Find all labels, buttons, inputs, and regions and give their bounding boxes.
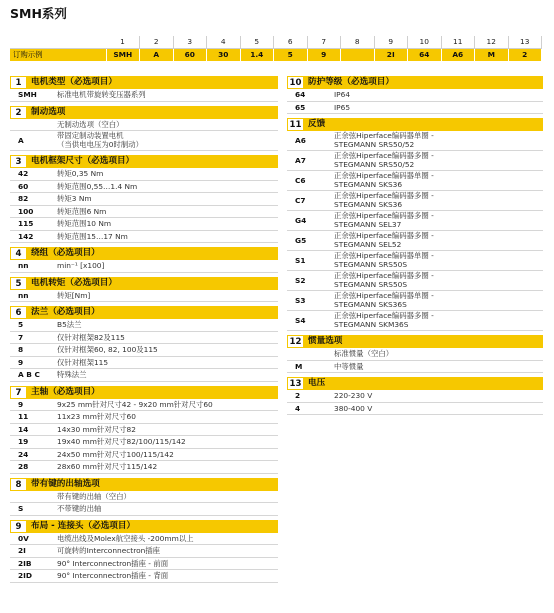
option-row xyxy=(10,424,278,437)
section-number: 12 xyxy=(287,335,304,348)
position-number: 12 xyxy=(475,36,509,49)
order-code-value: 1.4 xyxy=(240,49,274,62)
option-row xyxy=(10,260,278,273)
option-description: 14x30 mm针对尺寸82 xyxy=(57,424,136,434)
option-code: 9 xyxy=(18,357,24,367)
option-row xyxy=(287,403,543,416)
option-description: 转矩0,35 Nm xyxy=(57,169,104,178)
option-description: 正余弦Hiperface编码器单圈 - STEGMANN SRS50/52 xyxy=(334,130,434,149)
option-description: 19x40 mm针对尺寸82/100/115/142 xyxy=(57,437,186,446)
section-number: 9 xyxy=(10,520,27,533)
option-row xyxy=(287,251,543,271)
position-number: 1 xyxy=(106,36,140,49)
option-code: 2ID xyxy=(18,571,33,580)
option-row xyxy=(10,89,278,102)
option-code: 65 xyxy=(295,102,306,112)
section-title: 电机框架尺寸（必选项目） xyxy=(27,155,278,168)
option-code: 2IB xyxy=(18,558,32,568)
option-row xyxy=(10,206,278,219)
option-section xyxy=(10,277,278,303)
option-description: 带有键的出轴（空白） xyxy=(57,491,131,501)
option-description: 转矩范围15…17 Nm xyxy=(57,231,128,241)
position-number: 7 xyxy=(307,36,341,49)
option-description: min⁻¹ [x100] xyxy=(57,261,105,270)
order-example-label: 订购示例 xyxy=(10,49,106,62)
option-code: G5 xyxy=(295,236,307,245)
option-code: 5 xyxy=(18,320,24,329)
option-description: 11x23 mm针对尺寸60 xyxy=(57,412,136,421)
option-section xyxy=(287,377,543,415)
option-description: 转矩范围10 Nm xyxy=(57,219,112,228)
option-code: S2 xyxy=(295,276,306,285)
option-description: 正余弦Hiperface编码器单圈 - STEGMANN SKS36 xyxy=(334,170,434,189)
option-code: 142 xyxy=(18,231,34,241)
option-row xyxy=(10,218,278,231)
option-code: 2 xyxy=(295,391,301,400)
position-number: 9 xyxy=(374,36,408,49)
option-code: 100 xyxy=(18,206,34,216)
option-code: A7 xyxy=(295,156,306,165)
option-description: 正余弦Hiperface编码器多圈 - STEGMANN SRS50/52 xyxy=(334,150,434,169)
option-row xyxy=(287,191,543,211)
option-row xyxy=(10,131,278,151)
option-code: 24 xyxy=(18,449,29,459)
option-section xyxy=(10,155,278,243)
section-header xyxy=(10,277,278,290)
option-section xyxy=(287,118,543,331)
option-description: 无制动选项（空白） xyxy=(57,119,124,129)
option-row xyxy=(10,491,278,504)
section-title: 防护等级（必选项目） xyxy=(304,76,543,89)
position-number-row xyxy=(10,36,542,49)
option-description: 24x50 mm针对尺寸100/115/142 xyxy=(57,449,174,459)
option-code: 4 xyxy=(295,403,301,413)
order-code-value: 64 xyxy=(408,49,442,62)
position-number: 3 xyxy=(173,36,207,49)
order-code-value: M xyxy=(475,49,509,62)
option-code: nn xyxy=(18,261,29,270)
option-code: 14 xyxy=(18,424,29,434)
option-row xyxy=(10,357,278,370)
section-number: 11 xyxy=(287,118,304,131)
option-code: S1 xyxy=(295,256,306,265)
position-header-blank xyxy=(10,36,106,49)
section-header xyxy=(10,478,278,491)
section-title: 制动选项 xyxy=(27,106,278,119)
section-number: 2 xyxy=(10,106,27,119)
section-header xyxy=(10,106,278,119)
option-description: 正余弦Hiperface编码器多圈 - STEGMANN SKS36 xyxy=(334,190,434,209)
option-description: 带固定制动装置电机 （当供电电压为0时制动） xyxy=(57,130,144,149)
option-description: 正余弦Hiperface编码器多圈 - STEGMANN SEL52 xyxy=(334,230,434,249)
section-header xyxy=(10,247,278,260)
option-row xyxy=(10,332,278,345)
option-description: 转矩范围0,55…1.4 Nm xyxy=(57,181,138,191)
option-description: 正余弦Hiperface编码器多圈 - STEGMANN SKM36S xyxy=(334,310,434,329)
option-section xyxy=(10,306,278,382)
option-row xyxy=(10,369,278,382)
option-code: 64 xyxy=(295,90,306,99)
option-row xyxy=(287,390,543,403)
option-code: SMH xyxy=(18,90,37,99)
section-header xyxy=(10,76,278,89)
option-row xyxy=(10,436,278,449)
options-left-column xyxy=(10,76,278,587)
option-section xyxy=(10,247,278,273)
option-description: 正余弦Hiperface编码器多圈 - STEGMANN SEL37 xyxy=(334,210,434,229)
order-code-value: 2I xyxy=(374,49,408,62)
option-row xyxy=(287,271,543,291)
option-description: 9x25 mm针对尺寸42 - 9x20 mm针对尺寸60 xyxy=(57,399,213,409)
section-title: 电机转矩（必选项目） xyxy=(27,277,278,290)
option-description: B5法兰 xyxy=(57,320,82,329)
option-code: 8 xyxy=(18,345,24,354)
order-example-row xyxy=(10,49,542,62)
option-row xyxy=(10,461,278,474)
section-number: 4 xyxy=(10,247,27,260)
option-row xyxy=(10,193,278,206)
section-header xyxy=(10,155,278,168)
option-code: A B C xyxy=(18,370,40,379)
option-section xyxy=(10,520,278,583)
option-row xyxy=(10,545,278,558)
option-row xyxy=(10,449,278,462)
option-row xyxy=(287,131,543,151)
section-header xyxy=(287,118,543,131)
order-code-value: A xyxy=(140,49,174,62)
option-code: G4 xyxy=(295,216,307,225)
option-row xyxy=(10,558,278,571)
option-description: 90° Interconnectron插座 - 前面 xyxy=(57,558,169,568)
option-code: 60 xyxy=(18,181,29,191)
order-code-value: 30 xyxy=(207,49,241,62)
section-header xyxy=(287,377,543,390)
option-code: M xyxy=(295,361,303,371)
option-row xyxy=(287,311,543,331)
option-code xyxy=(10,119,57,131)
section-header xyxy=(10,306,278,319)
option-row xyxy=(10,533,278,546)
option-section xyxy=(10,106,278,152)
option-description: 正余弦Hiperface编码器单圈 - STEGMANN SKS36S xyxy=(334,290,434,309)
option-description: IP64 xyxy=(334,90,351,99)
option-row xyxy=(287,171,543,191)
option-code: A6 xyxy=(295,136,306,145)
option-code: 2I xyxy=(18,546,26,555)
option-description: 仅针对框架60, 82, 100及115 xyxy=(57,345,158,354)
position-number: 8 xyxy=(341,36,375,49)
section-number: 6 xyxy=(10,306,27,319)
option-code xyxy=(10,491,57,503)
order-code-value: 60 xyxy=(173,49,207,62)
position-number: 6 xyxy=(274,36,308,49)
position-number: 2 xyxy=(140,36,174,49)
option-description: IP65 xyxy=(334,102,351,112)
option-description: 电缆出线及Molex航空接头 -200mm以上 xyxy=(57,533,194,543)
option-section xyxy=(10,478,278,516)
option-description: 仅针对框架115 xyxy=(57,357,109,367)
section-title: 主轴（必选项目） xyxy=(27,386,278,399)
option-section xyxy=(287,76,543,114)
option-row xyxy=(10,181,278,194)
section-title: 惯量选项 xyxy=(304,335,543,348)
page-title: SMH系列 xyxy=(10,6,67,21)
section-number: 3 xyxy=(10,155,27,168)
section-header xyxy=(287,76,543,89)
option-description: 标准惯量（空白） xyxy=(334,349,394,358)
section-header xyxy=(287,335,543,348)
option-code: 82 xyxy=(18,194,29,203)
section-title: 法兰（必选项目） xyxy=(27,306,278,319)
option-row xyxy=(287,348,543,361)
position-number: 5 xyxy=(240,36,274,49)
option-code: 7 xyxy=(18,332,24,342)
option-description: 380-400 V xyxy=(334,403,373,413)
position-number: 13 xyxy=(508,36,542,49)
option-description: 仅针对框架82及115 xyxy=(57,332,125,342)
option-description: 不带键的出轴 xyxy=(57,504,102,513)
option-description: 中等惯量 xyxy=(334,361,364,371)
option-row xyxy=(287,291,543,311)
order-code-table xyxy=(10,36,542,61)
option-description: 正余弦Hiperface编码器单圈 - STEGMANN SRS50S xyxy=(334,250,434,269)
section-number: 1 xyxy=(10,76,27,89)
section-header xyxy=(10,520,278,533)
option-row xyxy=(10,290,278,303)
option-description: 正余弦Hiperface编码器多圈 - STEGMANN SRS50S xyxy=(334,270,434,289)
option-code: S3 xyxy=(295,296,306,305)
option-row xyxy=(10,503,278,516)
option-description: 转矩范围6 Nm xyxy=(57,206,107,216)
section-number: 13 xyxy=(287,377,304,390)
option-section xyxy=(10,386,278,474)
option-section xyxy=(10,76,278,102)
option-row xyxy=(287,231,543,251)
section-number: 5 xyxy=(10,277,27,290)
option-section xyxy=(287,335,543,373)
option-row xyxy=(10,231,278,244)
section-number: 8 xyxy=(10,478,27,491)
option-row xyxy=(10,399,278,412)
option-code: nn xyxy=(18,290,29,300)
section-title: 反馈 xyxy=(304,118,543,131)
order-code-value xyxy=(341,49,375,62)
section-title: 带有键的出轴选项 xyxy=(27,478,278,491)
option-row xyxy=(10,411,278,424)
option-row xyxy=(10,319,278,332)
option-code: 115 xyxy=(18,219,34,228)
option-code: 28 xyxy=(18,462,29,471)
option-code: C7 xyxy=(295,196,306,205)
option-row xyxy=(10,344,278,357)
option-code xyxy=(287,348,334,360)
section-number: 7 xyxy=(10,386,27,399)
option-row xyxy=(287,211,543,231)
position-number: 11 xyxy=(441,36,475,49)
option-code: 9 xyxy=(18,399,24,409)
section-title: 布局 - 连接头（必选项目） xyxy=(27,520,278,533)
option-description: 转矩[Nm] xyxy=(57,290,91,300)
option-code: S4 xyxy=(295,316,306,325)
option-code: S xyxy=(18,504,24,513)
section-number: 10 xyxy=(287,76,304,89)
section-header xyxy=(10,386,278,399)
option-row xyxy=(10,119,278,132)
option-row xyxy=(287,102,543,115)
option-description: 90° Interconnectron插座 - 背面 xyxy=(57,571,169,580)
order-code-value: A6 xyxy=(441,49,475,62)
option-code: A xyxy=(18,136,24,145)
position-number: 10 xyxy=(408,36,442,49)
order-code-value: 2 xyxy=(508,49,542,62)
option-description: 特殊法兰 xyxy=(57,370,87,379)
option-code: 42 xyxy=(18,169,29,178)
option-row xyxy=(287,151,543,171)
option-description: 220-230 V xyxy=(334,391,373,400)
option-row xyxy=(287,361,543,374)
option-code: 0V xyxy=(18,533,29,543)
order-code-value: 9 xyxy=(307,49,341,62)
order-code-value: SMH xyxy=(106,49,140,62)
option-description: 28x60 mm针对尺寸115/142 xyxy=(57,462,158,471)
section-title: 电机类型（必选项目） xyxy=(27,76,278,89)
options-right-column xyxy=(287,76,543,419)
order-code-value: 5 xyxy=(274,49,308,62)
section-title: 绕组（必选项目） xyxy=(27,247,278,260)
option-description: 转矩3 Nm xyxy=(57,194,92,203)
option-description: 标准电机带旋转变压器系列 xyxy=(57,90,146,99)
option-code: C6 xyxy=(295,176,306,185)
option-code: 11 xyxy=(18,412,29,421)
option-row xyxy=(10,168,278,181)
option-row xyxy=(10,570,278,583)
option-row xyxy=(287,89,543,102)
section-title: 电压 xyxy=(304,377,543,390)
position-number: 4 xyxy=(207,36,241,49)
option-description: 可旋转的Interconnectron插座 xyxy=(57,546,161,555)
option-code: 19 xyxy=(18,437,29,446)
